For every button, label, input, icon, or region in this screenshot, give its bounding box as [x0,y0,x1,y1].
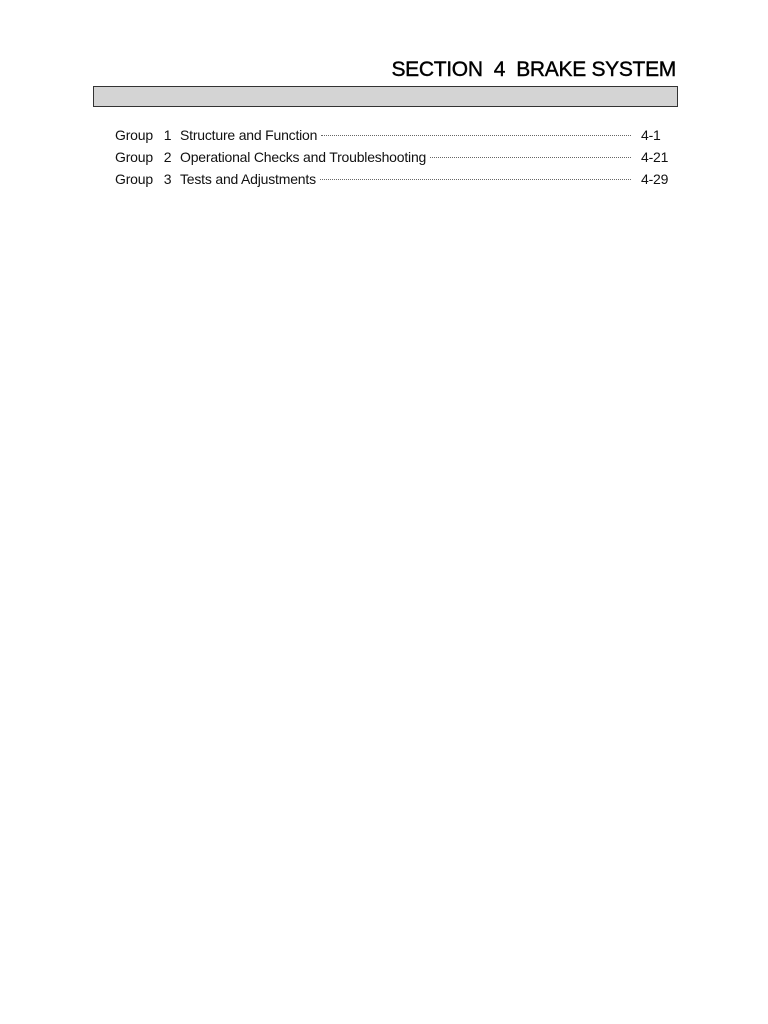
toc-group-label: Group [115,171,153,187]
toc-group-label: Group [115,127,153,143]
toc-dot-leader [430,157,631,158]
toc-row[interactable] [115,149,671,171]
toc-page-number: 4-1 [641,127,661,143]
toc-group-number: 1 [163,127,172,143]
toc-group-number: 3 [163,171,172,187]
toc-page-number: 4-29 [641,171,669,187]
toc-page-number: 4-21 [641,149,669,165]
toc-dot-leader [320,179,631,180]
toc-dot-leader [321,135,631,136]
toc-group-number: 2 [163,149,172,165]
toc-entry-title: Structure and Function [180,127,318,143]
toc-row[interactable] [115,171,671,193]
toc-row[interactable] [115,127,671,149]
table-of-contents [115,127,671,193]
toc-group-label: Group [115,149,153,165]
toc-entry-title: Tests and Adjustments [180,171,316,187]
toc-entry-title: Operational Checks and Troubleshooting [180,149,427,165]
section-title: SECTION 4 BRAKE SYSTEM [391,58,676,81]
title-bar [93,86,678,107]
